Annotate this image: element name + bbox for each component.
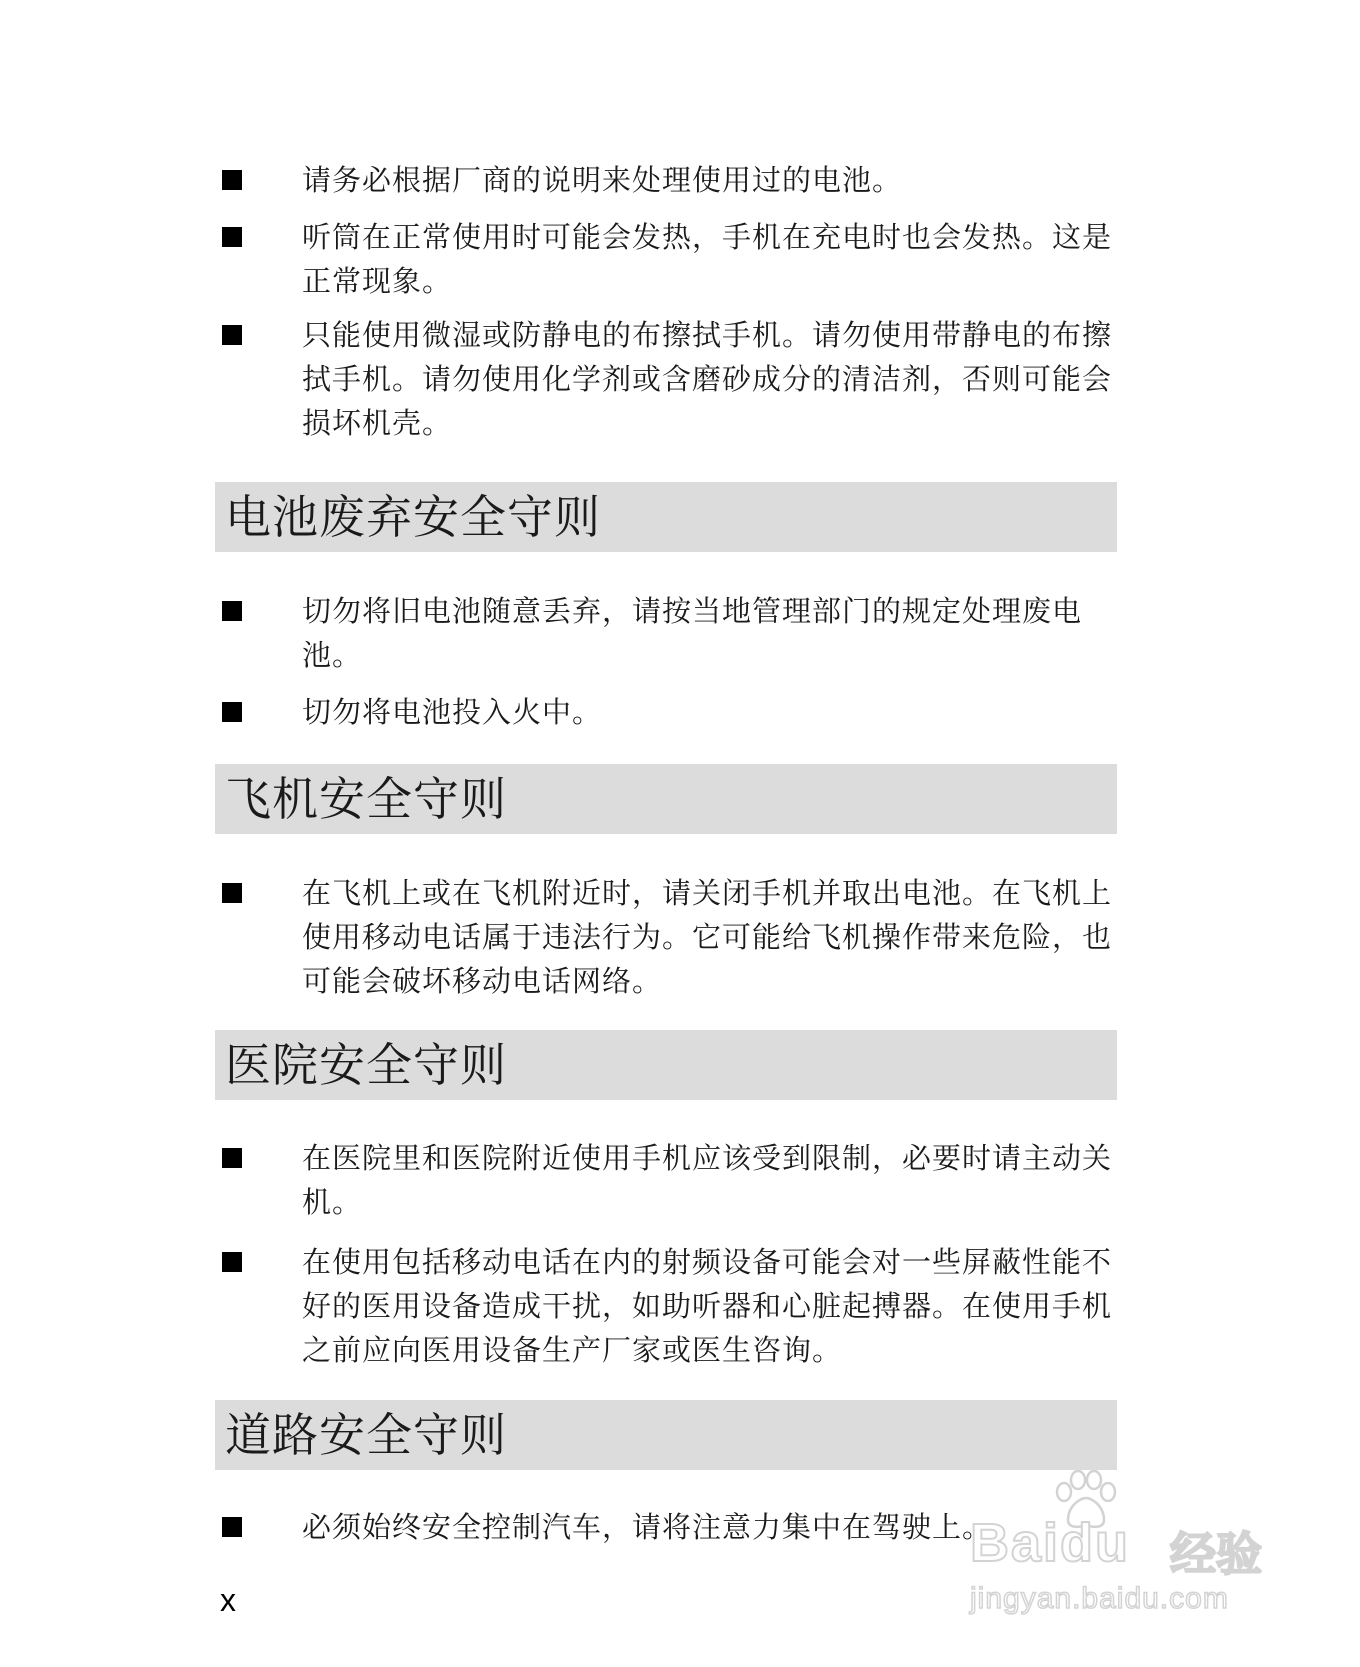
section-heading [215,482,1117,552]
bullet-square-icon [222,325,242,345]
section-heading [215,1400,1117,1470]
baidu-watermark [970,1470,1290,1620]
list-item-text: 只能使用微湿或防静电的布擦拭手机。请勿使用带静电的布擦拭手机。请勿使用化学剂或含磨砂成分的清洁剂，否则可能会损坏机壳。 [302,318,1113,440]
section-title: 医院安全守则 [225,1038,507,1092]
section-heading [215,764,1117,834]
bullet-square-icon [222,601,242,621]
list-item-text: 听筒在正常使用时可能会发热，手机在充电时也会发热。这是正常现象。 [302,220,1113,298]
list-item-text: 在使用包括移动电话在内的射频设备可能会对一些屏蔽性能不好的医用设备造成干扰，如助听器和心脏起搏器。在使用手机之前应向医用设备生产厂家或医生咨询。 [302,1245,1113,1367]
section-heading [215,1030,1117,1100]
watermark-brand: Baidu [970,1513,1131,1573]
bullet-square-icon [222,1148,242,1168]
watermark-url: jingyan.baidu.com [970,1582,1229,1615]
bullet-square-icon [222,702,242,722]
bullet-square-icon [222,227,242,247]
page-footer-mark: x [220,1582,236,1618]
section-title: 电池废弃安全守则 [225,490,601,544]
list-item-text: 切勿将电池投入火中。 [302,695,603,729]
section-title: 飞机安全守则 [225,772,507,826]
section-title: 道路安全守则 [225,1408,507,1462]
watermark-product: 经验 [1170,1527,1262,1581]
bullet-square-icon [222,883,242,903]
list-item-text: 必须始终安全控制汽车，请将注意力集中在驾驶上。 [302,1510,993,1544]
bullet-square-icon [222,170,242,190]
list-item-text: 请务必根据厂商的说明来处理使用过的电池。 [302,163,903,197]
bullet-square-icon [222,1252,242,1272]
list-item-text: 切勿将旧电池随意丢弃，请按当地管理部门的规定处理废电池。 [302,594,1083,672]
bullet-square-icon [222,1517,242,1537]
list-item-text: 在医院里和医院附近使用手机应该受到限制，必要时请主动关机。 [302,1141,1113,1219]
list-item-text: 在飞机上或在飞机附近时，请关闭手机并取出电池。在飞机上使用移动电话属于违法行为。它可能给飞机操作带来危险，也可能会破坏移动电话网络。 [302,876,1113,998]
